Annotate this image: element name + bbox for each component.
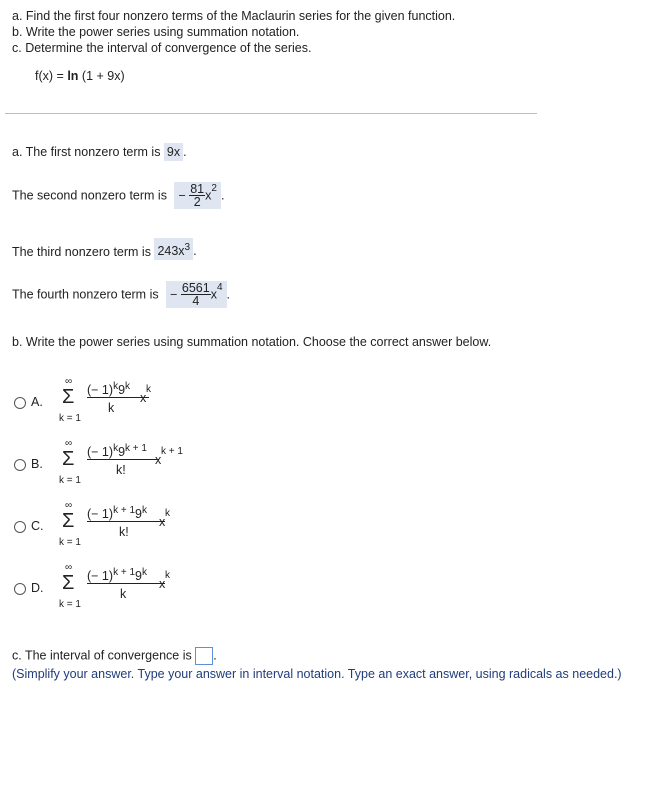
sum-upper-limit: ∞: [65, 376, 73, 387]
option-b[interactable]: [14, 436, 214, 488]
third-term-label: The third nonzero term is: [12, 244, 151, 259]
numerator-exp1: k + 1: [113, 505, 136, 516]
fourth-term-numerator: 6561: [181, 281, 210, 296]
third-term-row: [12, 238, 197, 260]
option-d-x-exp: k: [165, 570, 170, 581]
numerator-exp1: k: [113, 443, 119, 454]
instruction-c: c. Determine the interval of convergence of the series.: [12, 41, 312, 55]
option-b-denominator: k!: [116, 463, 126, 477]
period: .: [193, 244, 197, 259]
option-b-numerator: [87, 443, 159, 460]
second-term-exp: 2: [211, 183, 217, 194]
numerator-exp2: k: [125, 381, 131, 392]
option-a-radio[interactable]: [14, 397, 26, 409]
fourth-term-sign: −: [170, 287, 178, 302]
option-b-letter: B.: [31, 457, 43, 471]
sum-upper-limit: ∞: [65, 562, 73, 573]
fourth-term-exp: 4: [216, 282, 223, 293]
option-d[interactable]: [14, 560, 214, 612]
option-a[interactable]: [14, 374, 214, 426]
fourth-term-row: [12, 281, 230, 308]
option-a-letter: A.: [31, 395, 43, 409]
fourth-term-label: The fourth nonzero term is: [12, 287, 159, 302]
numerator-exp1: k: [113, 381, 119, 392]
option-b-radio[interactable]: [14, 459, 26, 471]
instruction-b: b. Write the power series using summation notation.: [12, 25, 300, 39]
numerator-exp1: k + 1: [113, 567, 136, 578]
first-term-answer[interactable]: 9x: [164, 143, 183, 161]
option-c-denominator: k!: [119, 525, 129, 539]
option-c-numerator: [87, 505, 165, 522]
sum-lower-limit: k = 1: [59, 475, 81, 486]
period: .: [220, 188, 225, 203]
part-b-prompt: b. Write the power series using summation notation. Choose the correct answer below.: [12, 335, 492, 349]
second-term-answer[interactable]: [174, 182, 221, 209]
option-d-numerator: [87, 567, 165, 584]
numerator-nine: 9: [118, 383, 126, 398]
part-c-row: [12, 647, 217, 665]
option-c-letter: C.: [31, 519, 44, 533]
numerator-base: (− 1): [87, 569, 114, 584]
period: .: [213, 648, 217, 663]
period: .: [183, 145, 187, 159]
function-ln: ln: [67, 69, 79, 83]
sum-lower-limit: k = 1: [59, 413, 81, 424]
option-b-x-exp: k + 1: [161, 446, 183, 457]
numerator-exp2: k + 1: [125, 443, 147, 454]
divider: [5, 113, 537, 114]
option-d-denominator: k: [120, 587, 127, 601]
second-term-sign: −: [178, 188, 186, 203]
first-term-row: [12, 143, 187, 161]
sigma-symbol: Σ: [62, 386, 75, 408]
third-term-base: 243x: [157, 244, 185, 259]
option-c-radio[interactable]: [14, 521, 26, 533]
interval-input[interactable]: [195, 647, 213, 665]
numerator-exp2: k: [141, 567, 147, 578]
second-term-row: [12, 182, 224, 209]
sum-upper-limit: ∞: [65, 500, 73, 511]
function-arg: (1 + 9x): [81, 69, 125, 83]
fourth-term-denominator: 4: [192, 294, 200, 309]
option-a-x: x: [140, 391, 147, 405]
fourth-term-answer[interactable]: [166, 281, 226, 308]
option-c-x-exp: k: [165, 508, 170, 519]
period: .: [226, 287, 230, 302]
option-d-radio[interactable]: [14, 583, 26, 595]
second-term-var: x: [205, 188, 212, 203]
numerator-base: (− 1): [87, 383, 114, 398]
numerator-nine: 9: [135, 507, 142, 522]
sigma-symbol: Σ: [62, 572, 75, 594]
sum-upper-limit: ∞: [65, 438, 73, 449]
function-definition: [35, 68, 125, 84]
part-c-label: c. The interval of convergence is: [12, 648, 192, 663]
first-term-label: a. The first nonzero term is: [12, 145, 161, 159]
numerator-nine: 9: [135, 569, 142, 584]
option-c-x: x: [159, 515, 166, 529]
sigma-symbol: Σ: [62, 510, 75, 532]
numerator-base: (− 1): [87, 445, 114, 460]
third-term-exp: 3: [184, 242, 191, 253]
third-term-answer[interactable]: [154, 238, 193, 260]
instruction-a: a. Find the first four nonzero terms of the Maclaurin series for the given function.: [12, 9, 456, 23]
sum-lower-limit: k = 1: [59, 537, 81, 548]
option-d-x: x: [159, 577, 166, 591]
option-a-x-exp: k: [146, 384, 151, 395]
numerator-base: (− 1): [87, 507, 114, 522]
second-term-numerator: 81: [190, 182, 205, 197]
numerator-exp2: k: [141, 505, 147, 516]
function-lhs: f(x) =: [35, 69, 64, 83]
second-term-label: The second nonzero term is: [12, 188, 167, 203]
option-b-x: x: [155, 453, 162, 467]
sigma-symbol: Σ: [62, 448, 75, 470]
fourth-term-var: x: [210, 287, 217, 302]
numerator-nine: 9: [118, 445, 126, 460]
second-term-denominator: 2: [193, 195, 201, 210]
part-c-hint: (Simplify your answer. Type your answer in interval notation. Type an exact answer, using radicals as needed.): [12, 667, 622, 681]
option-d-letter: D.: [31, 581, 44, 595]
option-c[interactable]: [14, 498, 214, 550]
sum-lower-limit: k = 1: [59, 599, 81, 610]
option-a-denominator: k: [108, 401, 115, 415]
